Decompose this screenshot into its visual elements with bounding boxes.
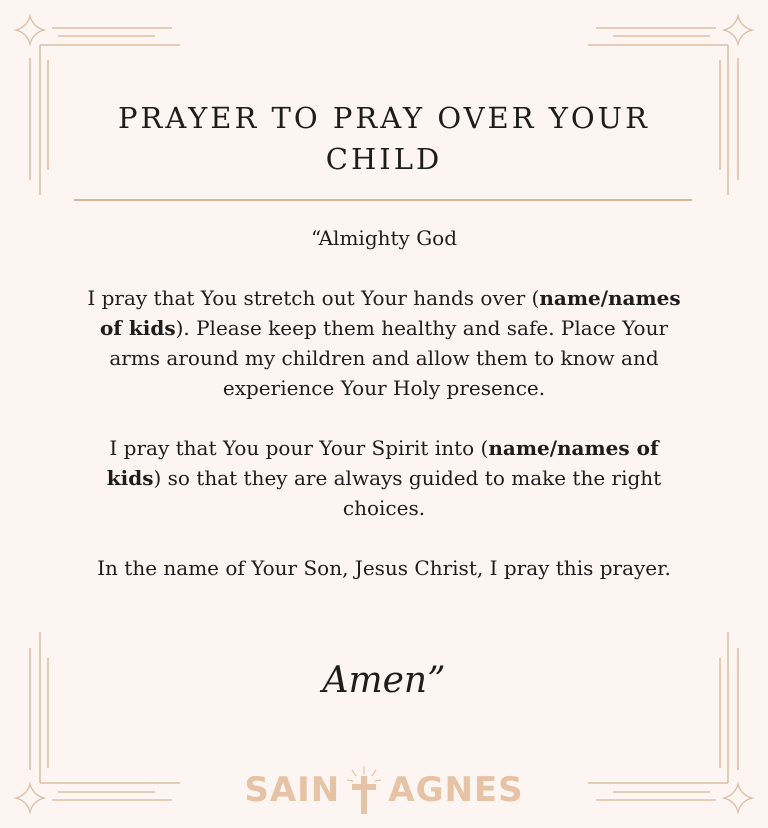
logo-text-left: SAIN [244, 770, 341, 810]
kids-name-placeholder: name/names of kids [106, 436, 659, 490]
page-title: PRAYER TO PRAY OVER YOUR CHILD [118, 101, 650, 176]
cross-icon [344, 764, 384, 816]
title-divider [74, 199, 692, 201]
logo-text-right: AGNES [388, 770, 524, 810]
closing-amen: Amen” [322, 660, 446, 701]
greeting: “Almighty God [310, 226, 458, 250]
saint-agnes-logo [234, 762, 534, 818]
prayer-paragraph-3: In the name of Your Son, Jesus Christ, I pray this prayer. [97, 556, 671, 580]
prayer-paragraph-1: I pray that You stretch out Your hands over (name/names of kids). Please keep them healthy and safe. Place Your arms around my children and allow them to know and experience Your Holy presence. [87, 286, 681, 400]
prayer-body [80, 223, 688, 613]
prayer-paragraph-2: I pray that You pour Your Spirit into (name/names of kids) so that they are always guided to make the right choices. [106, 436, 662, 520]
kids-name-placeholder: name/names of kids [99, 286, 681, 340]
